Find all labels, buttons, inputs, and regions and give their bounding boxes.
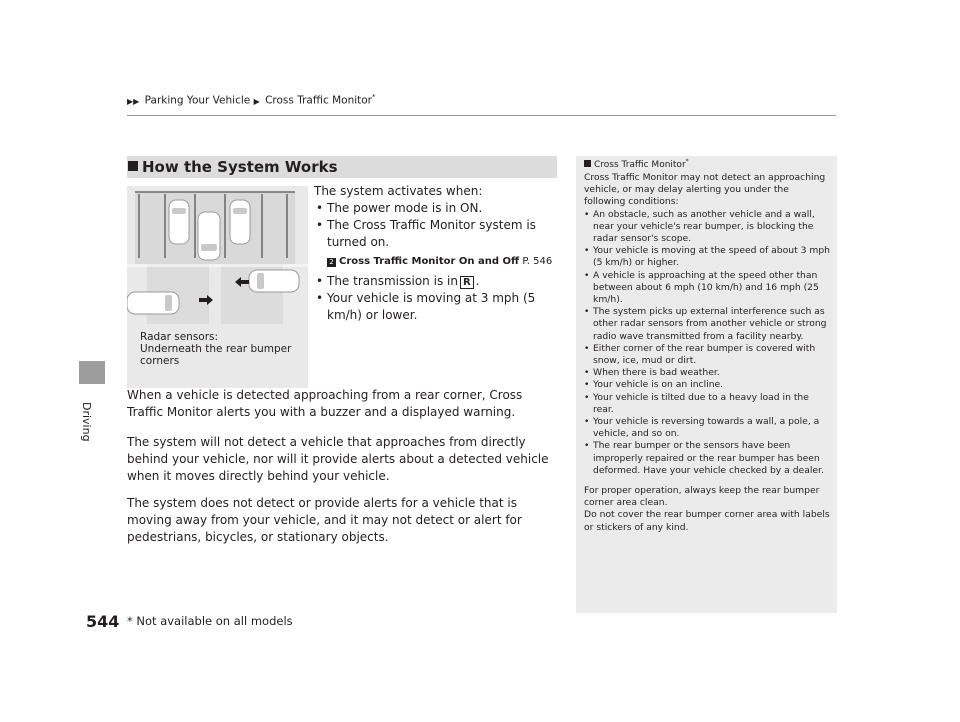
paragraph-behind: The system will not detect a vehicle that approaches from directly behind your vehicle, nor will it provide alerts about a detected vehicle when it moves directly behind your vehicle. <box>127 435 549 483</box>
breadcrumb-cross-traffic[interactable]: Cross Traffic Monitor <box>265 94 372 107</box>
breadcrumb-separator-icon: ▶ <box>253 96 260 106</box>
condition-speed: • Your vehicle is moving at 3 mph (5 km/h) or lower. <box>314 290 564 324</box>
transmission-period: . <box>475 274 480 288</box>
page-number: 544 <box>86 612 120 631</box>
section-label: Driving <box>80 402 93 442</box>
sidebar-intro: Cross Traffic Monitor may not detect an approaching vehicle, or may delay alerting you under the following conditions: <box>584 172 826 208</box>
condition-transmission <box>314 273 564 290</box>
sidebar-title <box>584 158 689 170</box>
sidebar-item: • The system picks up external interference such as other radar sensors from another vehicle or strong radio wave transmitted from a facility nearby. <box>584 306 830 343</box>
header-rule <box>127 115 836 116</box>
breadcrumb <box>127 93 376 107</box>
breadcrumb-arrow-icon: ▶▶ <box>127 96 140 106</box>
condition-power-mode: • The power mode is in ON. <box>314 200 564 217</box>
note-icon <box>584 160 591 167</box>
cross-reference-link[interactable] <box>327 253 564 270</box>
radar-label-line2: Underneath the rear bumper <box>140 343 292 355</box>
sidebar-body <box>584 172 830 534</box>
reference-title: Cross Traffic Monitor On and Off <box>339 256 520 267</box>
sidebar-outro-labels: Do not cover the rear bumper corner area with labels or stickers of any kind. <box>584 509 830 533</box>
gear-r-icon: R <box>460 276 474 289</box>
heading-text: How the System Works <box>142 158 338 176</box>
breadcrumb-parking[interactable]: Parking Your Vehicle <box>144 94 251 107</box>
footnote: * Not available on all models <box>127 614 293 628</box>
reference-page: P. 546 <box>522 256 553 267</box>
sidebar-outro-clean: For proper operation, always keep the rear bumper corner area clean. <box>584 485 820 509</box>
condition-system-on: • The Cross Traffic Monitor system is turned on. <box>314 217 564 251</box>
sidebar-item: • Either corner of the rear bumper is covered with snow, ice, mud or dirt. <box>584 343 830 367</box>
paragraph-limitations: The system does not detect or provide alerts for a vehicle that is moving away from your vehicle, and it may not detect or alert for pedestrians, bicycles, or stationary objects. <box>127 496 522 544</box>
reference-arrow-icon: 2 <box>327 258 336 267</box>
sidebar-title-asterisk: * <box>685 158 689 165</box>
heading-square-icon <box>128 161 138 171</box>
breadcrumb-asterisk: * <box>372 93 376 101</box>
transmission-text: The transmission is in <box>327 274 458 288</box>
activation-intro: The system activates when: <box>314 184 483 198</box>
sidebar-item: • The rear bumper or the sensors have been improperly repaired or the rear bumper has been deformed. Have your vehicle checked by a dealer. <box>584 440 830 477</box>
sidebar-item: • An obstacle, such as another vehicle and a wall, near your vehicle's rear bumper, is blocking the radar sensor's scope. <box>584 209 830 246</box>
sidebar-item: • Your vehicle is on an incline. <box>584 379 830 391</box>
activation-conditions <box>314 200 564 324</box>
sidebar-item: • Your vehicle is tilted due to a heavy load in the rear. <box>584 392 830 416</box>
sidebar-spacer <box>584 477 830 485</box>
sidebar-item: • A vehicle is approaching at the speed other than between about 6 mph (10 km/h) and 16 mph (25 km/h). <box>584 270 830 307</box>
radar-label-line1: Radar sensors: <box>140 331 219 343</box>
radar-sensor-caption <box>140 331 291 367</box>
sidebar-item: • Your vehicle is moving at the speed of about 3 mph (5 km/h) or higher. <box>584 245 830 269</box>
paragraph-detection: When a vehicle is detected approaching from a rear corner, Cross Traffic Monitor alerts you with a buzzer and a displayed warning. <box>127 388 523 419</box>
chapter-tab <box>79 361 105 384</box>
sidebar-item: • Your vehicle is reversing towards a wall, a pole, a vehicle, and so on. <box>584 416 830 440</box>
sidebar-title-text: Cross Traffic Monitor <box>594 160 686 170</box>
section-heading <box>128 156 338 178</box>
sidebar-item: • When there is bad weather. <box>584 367 830 379</box>
radar-label-line3: corners <box>140 355 180 367</box>
